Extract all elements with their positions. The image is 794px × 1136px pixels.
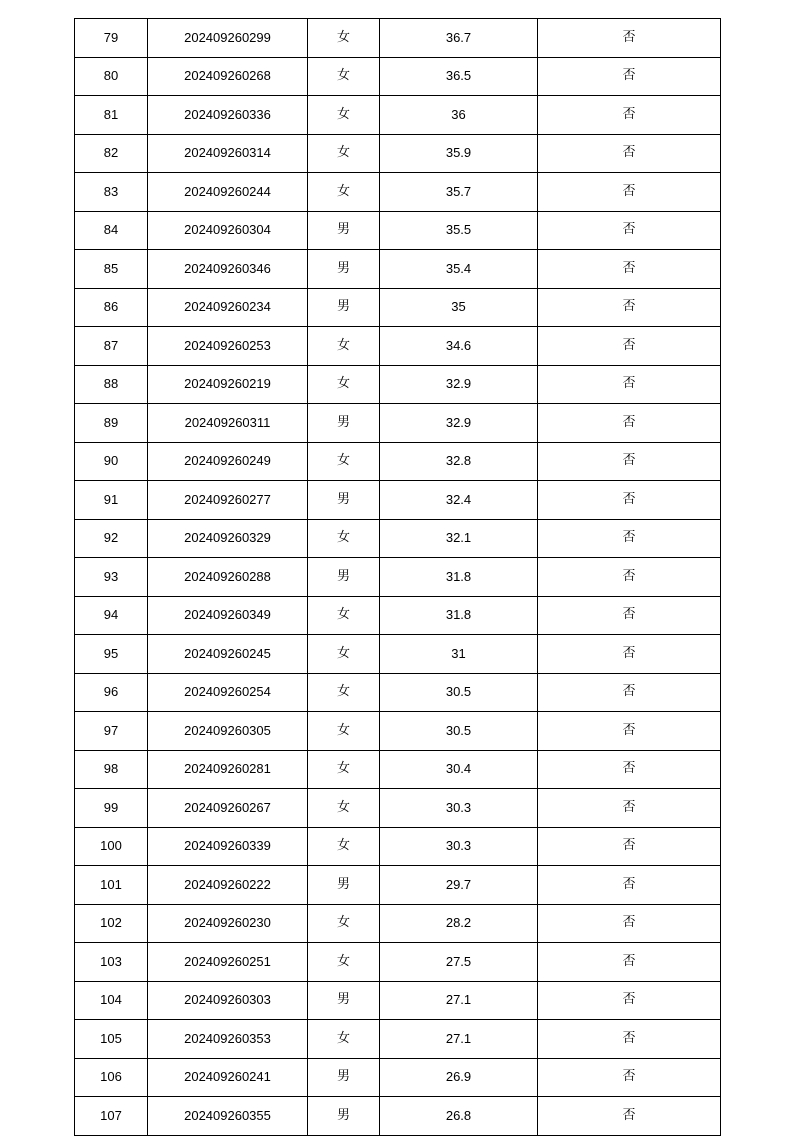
cell-score: 35.5 xyxy=(380,211,538,250)
cell-exam-number: 202409260251 xyxy=(148,943,308,982)
table-row xyxy=(75,827,721,866)
cell-index: 87 xyxy=(75,327,148,366)
cell-qualified: 否 xyxy=(538,211,721,250)
cell-gender: 女 xyxy=(308,19,380,58)
cell-gender: 女 xyxy=(308,519,380,558)
cell-exam-number: 202409260339 xyxy=(148,827,308,866)
cell-exam-number: 202409260299 xyxy=(148,19,308,58)
cell-gender: 女 xyxy=(308,1020,380,1059)
table-row xyxy=(75,288,721,327)
cell-score: 36.7 xyxy=(380,19,538,58)
cell-exam-number: 202409260241 xyxy=(148,1058,308,1097)
cell-qualified: 否 xyxy=(538,827,721,866)
cell-score: 26.8 xyxy=(380,1097,538,1136)
cell-gender: 女 xyxy=(308,365,380,404)
cell-exam-number: 202409260288 xyxy=(148,558,308,597)
cell-score: 31 xyxy=(380,635,538,674)
table-row xyxy=(75,596,721,635)
cell-qualified: 否 xyxy=(538,596,721,635)
cell-exam-number: 202409260303 xyxy=(148,981,308,1020)
table-row xyxy=(75,866,721,905)
cell-score: 35.9 xyxy=(380,134,538,173)
cell-index: 80 xyxy=(75,57,148,96)
cell-score: 29.7 xyxy=(380,866,538,905)
cell-gender: 女 xyxy=(308,57,380,96)
cell-qualified: 否 xyxy=(538,904,721,943)
cell-index: 102 xyxy=(75,904,148,943)
cell-gender: 男 xyxy=(308,558,380,597)
cell-qualified: 否 xyxy=(538,673,721,712)
cell-score: 28.2 xyxy=(380,904,538,943)
cell-score: 32.9 xyxy=(380,365,538,404)
cell-qualified: 否 xyxy=(538,635,721,674)
table-row xyxy=(75,96,721,135)
cell-score: 32.1 xyxy=(380,519,538,558)
cell-qualified: 否 xyxy=(538,981,721,1020)
table-row xyxy=(75,365,721,404)
table-row xyxy=(75,442,721,481)
cell-exam-number: 202409260249 xyxy=(148,442,308,481)
cell-exam-number: 202409260314 xyxy=(148,134,308,173)
cell-score: 35.4 xyxy=(380,250,538,289)
cell-score: 27.5 xyxy=(380,943,538,982)
table-row xyxy=(75,789,721,828)
table-row xyxy=(75,1058,721,1097)
cell-index: 104 xyxy=(75,981,148,1020)
table-row xyxy=(75,673,721,712)
cell-score: 35 xyxy=(380,288,538,327)
cell-gender: 男 xyxy=(308,866,380,905)
cell-score: 36.5 xyxy=(380,57,538,96)
cell-gender: 女 xyxy=(308,442,380,481)
table-row xyxy=(75,904,721,943)
cell-index: 101 xyxy=(75,866,148,905)
cell-qualified: 否 xyxy=(538,19,721,58)
cell-qualified: 否 xyxy=(538,442,721,481)
cell-index: 81 xyxy=(75,96,148,135)
cell-score: 32.9 xyxy=(380,404,538,443)
cell-exam-number: 202409260234 xyxy=(148,288,308,327)
cell-qualified: 否 xyxy=(538,519,721,558)
table-row xyxy=(75,481,721,520)
cell-qualified: 否 xyxy=(538,365,721,404)
results-table xyxy=(74,18,721,1136)
cell-exam-number: 202409260253 xyxy=(148,327,308,366)
cell-score: 32.4 xyxy=(380,481,538,520)
cell-score: 35.7 xyxy=(380,173,538,212)
cell-score: 30.3 xyxy=(380,789,538,828)
cell-gender: 男 xyxy=(308,250,380,289)
cell-gender: 女 xyxy=(308,712,380,751)
cell-exam-number: 202409260336 xyxy=(148,96,308,135)
cell-qualified: 否 xyxy=(538,96,721,135)
cell-score: 30.5 xyxy=(380,673,538,712)
cell-index: 95 xyxy=(75,635,148,674)
table-row xyxy=(75,635,721,674)
cell-qualified: 否 xyxy=(538,1097,721,1136)
cell-index: 105 xyxy=(75,1020,148,1059)
cell-qualified: 否 xyxy=(538,288,721,327)
cell-index: 103 xyxy=(75,943,148,982)
table-row xyxy=(75,943,721,982)
table-row xyxy=(75,211,721,250)
cell-qualified: 否 xyxy=(538,866,721,905)
table-row xyxy=(75,250,721,289)
cell-exam-number: 202409260281 xyxy=(148,750,308,789)
table-row xyxy=(75,1020,721,1059)
cell-exam-number: 202409260268 xyxy=(148,57,308,96)
results-table-body xyxy=(75,19,721,1136)
cell-score: 30.5 xyxy=(380,712,538,751)
table-row xyxy=(75,57,721,96)
cell-index: 91 xyxy=(75,481,148,520)
cell-index: 97 xyxy=(75,712,148,751)
cell-index: 84 xyxy=(75,211,148,250)
cell-index: 82 xyxy=(75,134,148,173)
cell-exam-number: 202409260222 xyxy=(148,866,308,905)
cell-index: 100 xyxy=(75,827,148,866)
cell-exam-number: 202409260353 xyxy=(148,1020,308,1059)
cell-exam-number: 202409260244 xyxy=(148,173,308,212)
cell-index: 93 xyxy=(75,558,148,597)
table-row xyxy=(75,404,721,443)
cell-gender: 女 xyxy=(308,827,380,866)
cell-qualified: 否 xyxy=(538,250,721,289)
cell-score: 26.9 xyxy=(380,1058,538,1097)
cell-index: 92 xyxy=(75,519,148,558)
cell-qualified: 否 xyxy=(538,1020,721,1059)
cell-exam-number: 202409260277 xyxy=(148,481,308,520)
table-row xyxy=(75,19,721,58)
table-row xyxy=(75,173,721,212)
cell-exam-number: 202409260305 xyxy=(148,712,308,751)
cell-exam-number: 202409260267 xyxy=(148,789,308,828)
cell-score: 36 xyxy=(380,96,538,135)
table-row xyxy=(75,327,721,366)
cell-qualified: 否 xyxy=(538,712,721,751)
cell-exam-number: 202409260230 xyxy=(148,904,308,943)
cell-index: 85 xyxy=(75,250,148,289)
cell-gender: 男 xyxy=(308,1097,380,1136)
cell-gender: 女 xyxy=(308,789,380,828)
cell-qualified: 否 xyxy=(538,1058,721,1097)
cell-qualified: 否 xyxy=(538,134,721,173)
cell-index: 107 xyxy=(75,1097,148,1136)
cell-score: 30.3 xyxy=(380,827,538,866)
cell-gender: 女 xyxy=(308,750,380,789)
table-row xyxy=(75,981,721,1020)
cell-gender: 男 xyxy=(308,288,380,327)
cell-gender: 女 xyxy=(308,96,380,135)
table-row xyxy=(75,558,721,597)
cell-gender: 女 xyxy=(308,904,380,943)
cell-gender: 女 xyxy=(308,635,380,674)
cell-index: 88 xyxy=(75,365,148,404)
cell-gender: 男 xyxy=(308,404,380,443)
cell-index: 89 xyxy=(75,404,148,443)
cell-score: 27.1 xyxy=(380,981,538,1020)
cell-qualified: 否 xyxy=(538,558,721,597)
cell-index: 106 xyxy=(75,1058,148,1097)
cell-gender: 男 xyxy=(308,1058,380,1097)
cell-gender: 女 xyxy=(308,327,380,366)
cell-index: 83 xyxy=(75,173,148,212)
cell-exam-number: 202409260245 xyxy=(148,635,308,674)
cell-index: 99 xyxy=(75,789,148,828)
cell-index: 98 xyxy=(75,750,148,789)
cell-gender: 女 xyxy=(308,134,380,173)
cell-index: 90 xyxy=(75,442,148,481)
cell-qualified: 否 xyxy=(538,481,721,520)
table-row xyxy=(75,1097,721,1136)
cell-exam-number: 202409260355 xyxy=(148,1097,308,1136)
cell-qualified: 否 xyxy=(538,57,721,96)
cell-index: 86 xyxy=(75,288,148,327)
cell-gender: 女 xyxy=(308,596,380,635)
cell-index: 79 xyxy=(75,19,148,58)
cell-exam-number: 202409260219 xyxy=(148,365,308,404)
table-row xyxy=(75,712,721,751)
cell-qualified: 否 xyxy=(538,943,721,982)
table-row xyxy=(75,519,721,558)
cell-qualified: 否 xyxy=(538,327,721,366)
cell-score: 34.6 xyxy=(380,327,538,366)
cell-score: 27.1 xyxy=(380,1020,538,1059)
table-row xyxy=(75,750,721,789)
cell-qualified: 否 xyxy=(538,750,721,789)
cell-exam-number: 202409260349 xyxy=(148,596,308,635)
cell-index: 94 xyxy=(75,596,148,635)
cell-gender: 男 xyxy=(308,481,380,520)
cell-qualified: 否 xyxy=(538,789,721,828)
cell-exam-number: 202409260346 xyxy=(148,250,308,289)
cell-exam-number: 202409260329 xyxy=(148,519,308,558)
cell-gender: 女 xyxy=(308,673,380,712)
cell-qualified: 否 xyxy=(538,173,721,212)
cell-qualified: 否 xyxy=(538,404,721,443)
cell-exam-number: 202409260304 xyxy=(148,211,308,250)
cell-gender: 男 xyxy=(308,981,380,1020)
cell-index: 96 xyxy=(75,673,148,712)
cell-score: 31.8 xyxy=(380,596,538,635)
cell-exam-number: 202409260311 xyxy=(148,404,308,443)
cell-score: 31.8 xyxy=(380,558,538,597)
cell-gender: 女 xyxy=(308,173,380,212)
cell-gender: 女 xyxy=(308,943,380,982)
table-row xyxy=(75,134,721,173)
cell-exam-number: 202409260254 xyxy=(148,673,308,712)
cell-score: 32.8 xyxy=(380,442,538,481)
cell-score: 30.4 xyxy=(380,750,538,789)
cell-gender: 男 xyxy=(308,211,380,250)
